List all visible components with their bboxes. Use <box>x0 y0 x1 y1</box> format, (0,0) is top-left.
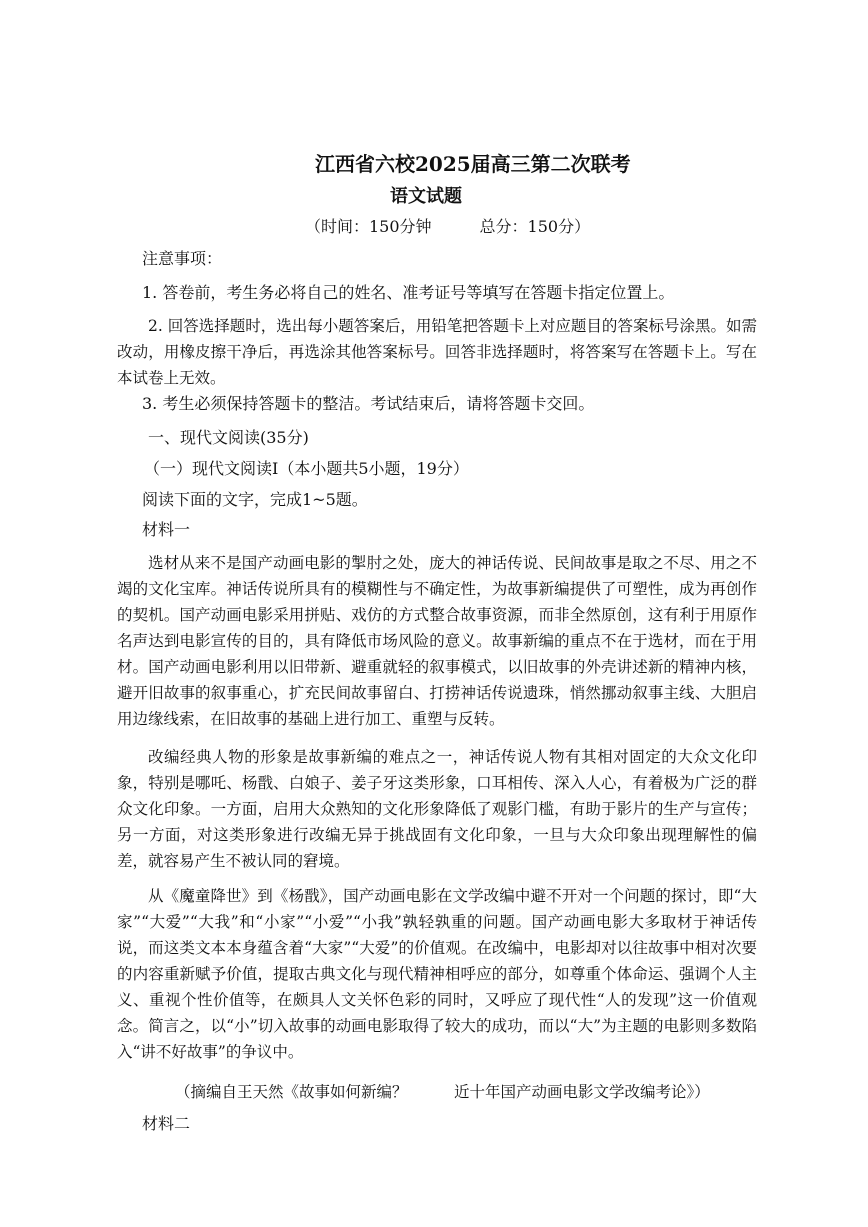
material-1-body <box>117 744 757 874</box>
material-1-paragraph: 改编经典人物的形象是故事新编的难点之一，神话传说人物有其相对固定的大众文化印象，特别是哪吒、杨戬、白娘子、姜子牙这类形象，口耳相传、深入人心，有着极为广泛的群众文化印象。一方面，启用大众熟知的文化形象降低了观影门槛，有助于影片的生产与宣传；另一方面，对这类形象进行改编无异于挑战固有文化印象，一旦与大众印象出现理解性的偏差，就容易产生不被认同的窘境。 <box>117 748 757 870</box>
time-score-info: （时间：150分钟 总分：150分） <box>305 217 591 236</box>
material-1-paragraph: 从《魔童降世》到《杨戬》，国产动画电影在文学改编中避不开对一个问题的探讨，即“大家”“大爱”“大我”和“小家”“小爱”“小我”孰轻孰重的问题。国产动画电影大多取材于神话传说，而这类文本本身蕴含着“大家”“大爱”的价值观。在改编中，电影却对以往故事中相对次要的内容重新赋予价值，提取古典文化与现代精神相呼应的部分，如尊重个体命运、强调个人主义、重视个性价值等，在颇具人文关怀色彩的同时，又呼应了现代性“人的发现”这一价值观念。简言之，以“小”切入故事的动画电影取得了较大的成功，而以“大”为主题的电影则多数陷入“讲不好故事”的争议中。 <box>117 887 757 1061</box>
subject-title: 语文试题 <box>390 186 462 207</box>
material-1-body <box>117 550 757 732</box>
notice-item-3: 3. 考生必须保持答题卡的整洁。考试结束后，请将答题卡交回。 <box>142 394 595 413</box>
material-1-paragraph: 选材从来不是国产动画电影的掣肘之处，庞大的神话传说、民间故事是取之不尽、用之不竭的文化宝库。神话传说所具有的模糊性与不确定性，为故事新编提供了可塑性，成为再创作的契机。国产动画电影采用拼贴、戏仿的方式整合故事资源，而非全然原创，这有利于用原作名声达到电影宣传的目的，具有降低市场风险的意义。故事新编的重点不在于选材，而在于用材。国产动画电影利用以旧带新、避重就轻的叙事模式，以旧故事的外壳讲述新的精神内核，避开旧故事的叙事重心，扩充民间故事留白、打捞神话传说遗珠，悄然挪动叙事主线、大胆启用边缘线索，在旧故事的基础上进行加工、重塑与反转。 <box>117 554 757 728</box>
notice-item-2 <box>117 313 757 391</box>
material-1-source: （摘编自王天然《故事如何新编？ 近十年国产动画电影文学改编考论》） <box>175 1083 710 1101</box>
section-heading: 一、现代文阅读(35分) <box>148 428 309 447</box>
sub-section-heading: （一）现代文阅读Ⅰ（本小题共5小题，19分） <box>144 459 469 478</box>
notice-item-2-text: 2. 回答选择题时，选出每小题答案后，用铅笔把答题卡上对应题目的答案标号涂黑。如需改动，用橡皮擦干净后，再选涂其他答案标号。回答非选择题时，将答案写在答题卡上。写在本试卷上无效。 <box>117 317 757 387</box>
exam-title: 江西省六校2025届高三第二次联考 <box>315 152 631 176</box>
material-1-body <box>117 883 757 1065</box>
material-1-label: 材料一 <box>142 520 191 539</box>
section-instruction: 阅读下面的文字，完成1~5题。 <box>142 490 368 509</box>
material-2-label: 材料二 <box>142 1114 191 1133</box>
notice-item-1: 1. 答卷前，考生务必将自己的姓名、准考证号等填写在答题卡指定位置上。 <box>142 283 675 302</box>
notice-heading: 注意事项： <box>142 249 223 268</box>
